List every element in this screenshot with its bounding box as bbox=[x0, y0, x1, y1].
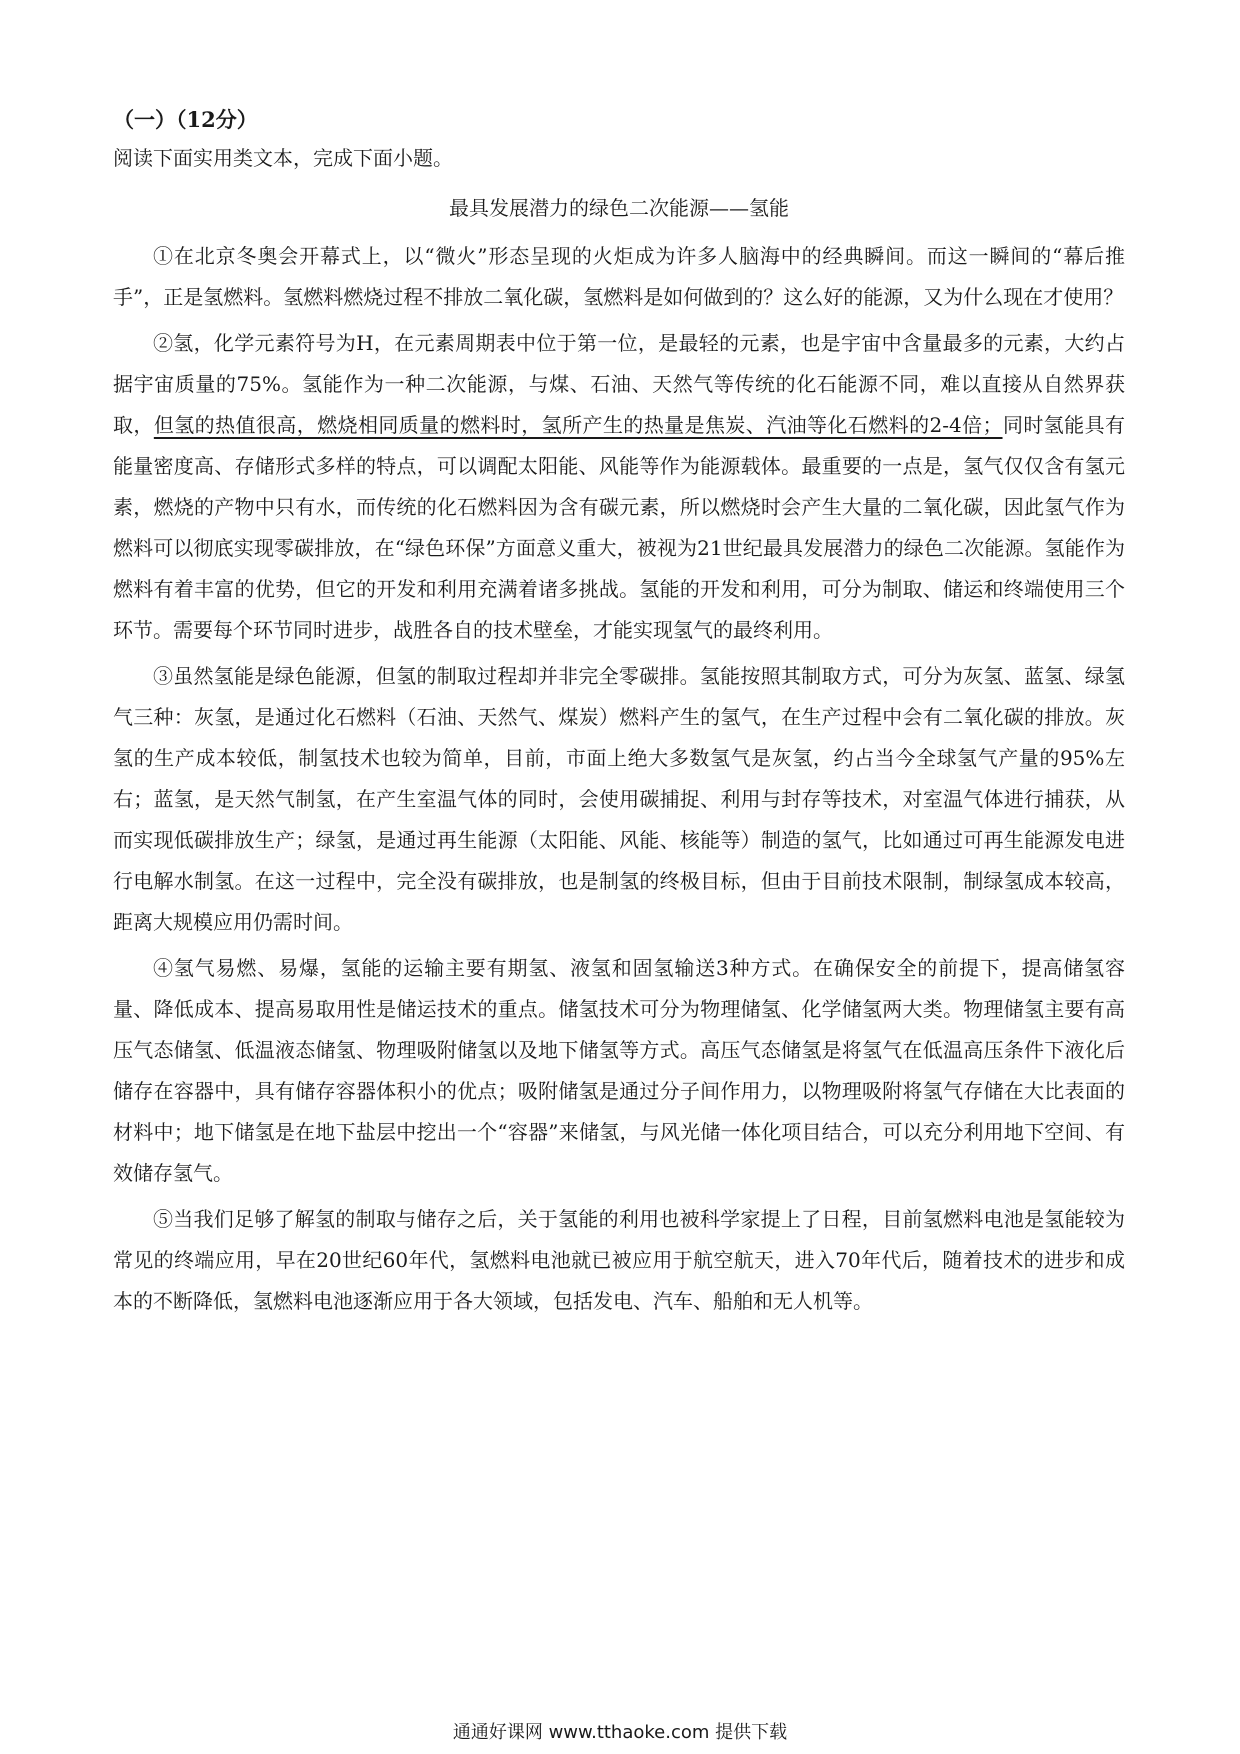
paragraph-4: ④氢气易燃、易爆，氢能的运输主要有期氢、液氢和固氢输送3种方式。在确保安全的前提下，提高储氢容量、降低成本、提高易取用性是储运技术的重点。储氢技术可分为物理储氢、化学储氢两大类。物理储氢主要有高压气态储氢、低温液态储氢、物理吸附储氢以及地下储氢等方式。高压气态储氢是将氢气在低温高压条件下液化后储存在容器中，具有储存容器体积小的优点；吸附储氢是通过分子间作用力，以物理吸附将氢气存储在大比表面的材料中；地下储氢是在地下盐层中挖出一个“容器”来储氢，与风光储一体化项目结合，可以充分利用地下空间、有效储存氢气。 bbox=[113, 956, 1125, 1185]
underlined-sentence: 但氢的热值很高，燃烧相同质量的燃料时，氢所产生的热量是焦炭、汽油等化石燃料的2-4倍； bbox=[153, 413, 1003, 437]
instruction-text: 阅读下面实用类文本，完成下面小题。 bbox=[113, 146, 453, 170]
section-heading: （一）（12分） bbox=[113, 107, 258, 132]
paragraph-2 bbox=[113, 323, 1125, 651]
paragraph-2-rest: 同时氢能具有能量密度高、存储形式多样的特点，可以调配太阳能、风能等作为能源载体。最重要的一点是，氢气仅仅含有氢元素，燃烧的产物中只有水，而传统的化石燃料因为含有碳元素，所以燃烧时会产生大量的二氧化碳，因此氢气作为燃料可以彻底实现零碳排放，在“绿色环保”方面意义重大，被视为21世纪最具发展潜力的绿色二次能源。氢能作为燃料有着丰富的优势，但它的开发和利用充满着诸多挑战。氢能的开发和利用，可分为制取、储运和终端使用三个环节。需要每个环节同时进步，战胜各自的技术壁垒，才能实现氢气的最终利用。 bbox=[113, 413, 1126, 642]
paragraph-1: ①在北京冬奥会开幕式上，以“微火”形态呈现的火炬成为许多人脑海中的经典瞬间。而这一瞬间的“幕后推手”，正是氢燃料。氢燃料燃烧过程不排放二氧化碳，氢燃料是如何做到的？这么好的能源，又为什么现在才使用？ bbox=[113, 244, 1125, 309]
paragraph-3: ③虽然氢能是绿色能源，但氢的制取过程却并非完全零碳排。氢能按照其制取方式，可分为灰氢、蓝氢、绿氢气三种：灰氢，是通过化石燃料（石油、天然气、煤炭）燃料产生的氢气，在生产过程中会有二氧化碳的排放。灰氢的生产成本较低，制氢技术也较为简单，目前，市面上绝大多数氢气是灰氢，约占当今全球氢气产量的95%左右；蓝氢，是天然气制氢，在产生室温气体的同时，会使用碳捕捉、利用与封存等技术，对室温气体进行捕获，从而实现低碳排放生产；绿氢，是通过再生能源（太阳能、风能、核能等）制造的氢气，比如通过可再生能源发电进行电解水制氢。在这一过程中，完全没有碳排放，也是制氢的终极目标，但由于目前技术限制，制绿氢成本较高，距离大规模应用仍需时间。 bbox=[113, 664, 1125, 934]
article-title: 最具发展潜力的绿色二次能源——氢能 bbox=[449, 196, 789, 220]
footer-watermark: 通通好课网 www.tthaoke.com 提供下载 bbox=[452, 1722, 788, 1743]
content-area bbox=[113, 96, 1125, 1327]
paragraph-2-start: ②氢，化学元素符号为H，在元素周期表中位于第一位，是最轻的元素，也是宇宙中含量最多的元素，大约占据宇宙质量的75%。氢能作为一种二次能源，与煤、石油、天然气等传统的化石能源不同，难以直接从自然界获取， bbox=[113, 331, 1125, 437]
paragraph-5: ⑤当我们足够了解氢的制取与储存之后，关于氢能的利用也被科学家提上了日程，目前氢燃料电池是氢能较为常见的终端应用，早在20世纪60年代，氢燃料电池就已被应用于航空航天，进入70年代后，随着技术的进步和成本的不断降低，氢燃料电池逐渐应用于各大领域，包括发电、汽车、船舶和无人机等。 bbox=[113, 1207, 1125, 1313]
